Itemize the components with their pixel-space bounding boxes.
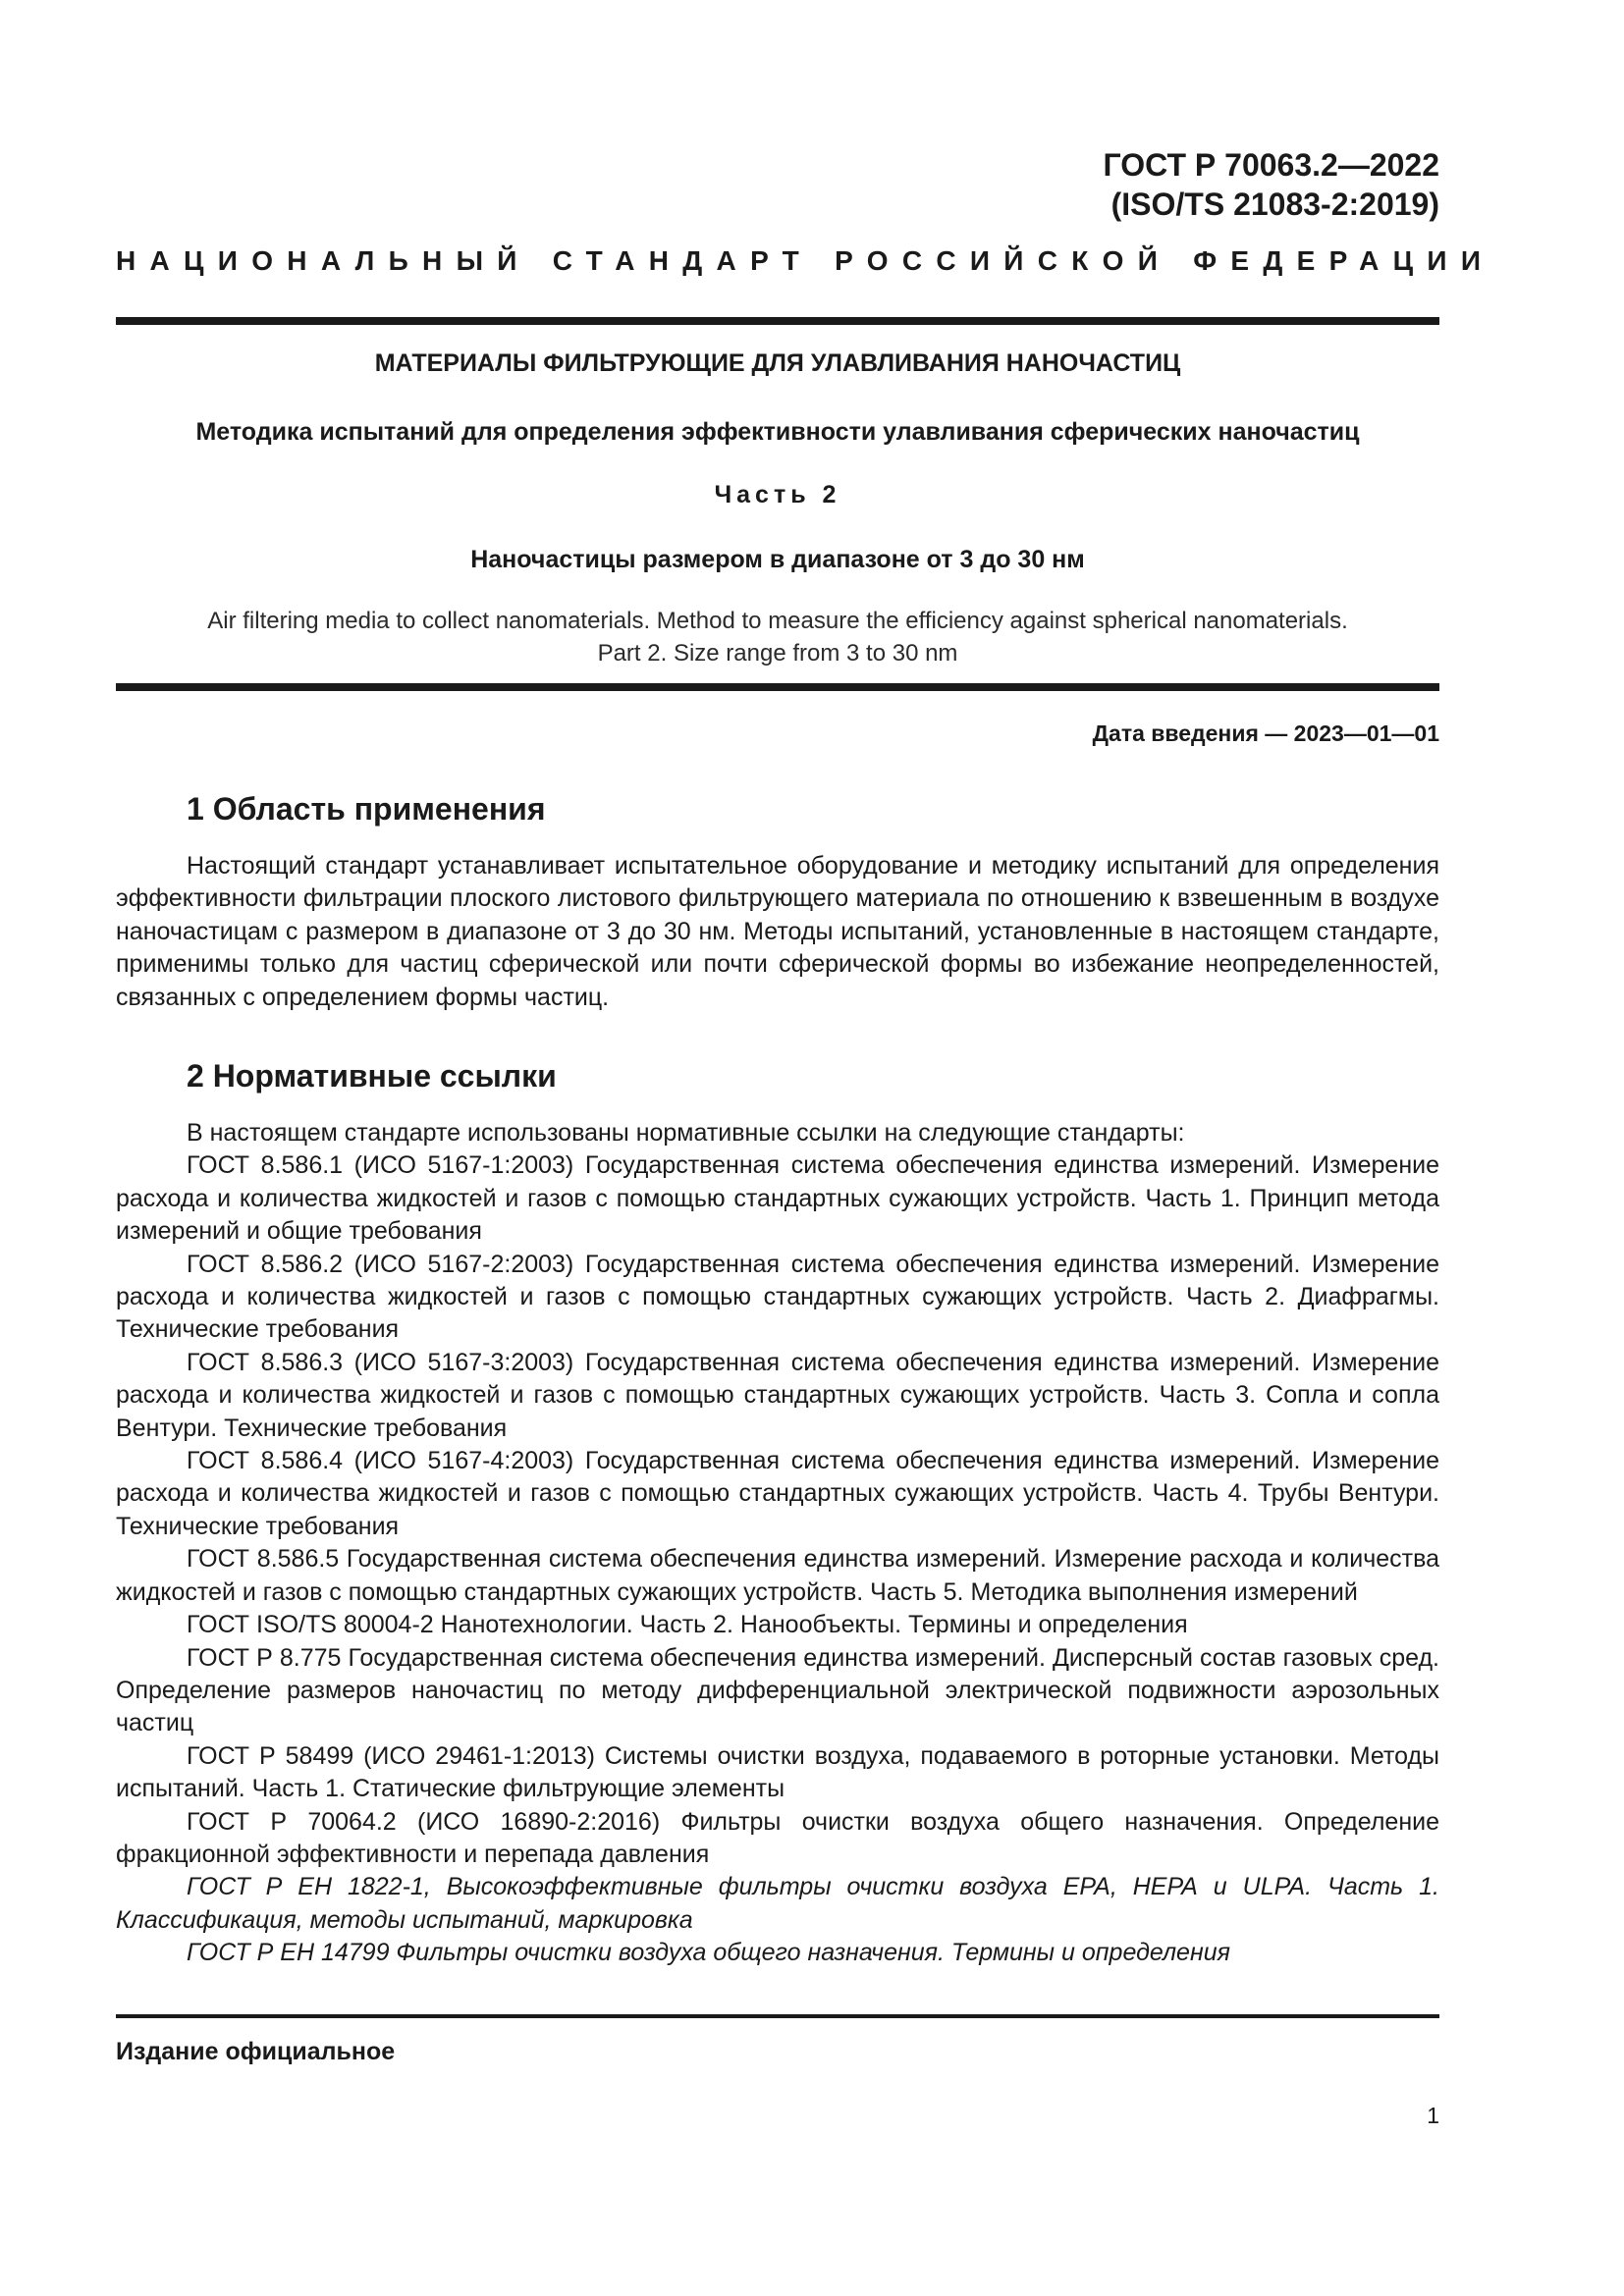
footer-divider <box>116 2014 1439 2018</box>
english-title-line2: Part 2. Size range from 3 to 30 nm <box>597 640 958 667</box>
reference-item-italic: ГОСТ Р ЕН 14799 Фильтры очистки воздуха общего назначения. Термины и определения <box>187 1939 1230 1967</box>
section-2-heading: 2 Нормативные ссылки <box>187 1058 557 1094</box>
document-page <box>116 0 1495 2296</box>
reference-item: ГОСТ 8.586.3 (ИСО 5167-3:2003) Государственная система обеспечения единства измерений. Измерение расхода и количества жидкостей и газов с помощью стандартных сужающих устройств. Часть 3. Сопла и сопла Вентури. Технические требования <box>116 1348 1439 1442</box>
page-number: 1 <box>1427 2103 1439 2128</box>
paragraph: В настоящем стандарте использованы нормативные ссылки на следующие стандарты: <box>187 1119 1185 1147</box>
english-title <box>116 605 1439 669</box>
reference-item-italic: ГОСТ Р ЕН 1822-1, Высокоэффективные фильтры очистки воздуха ЕРА, НЕРА и ULPA. Часть 1. Классификация, методы испытаний, маркировка <box>116 1873 1439 1934</box>
official-edition-label: Издание официальное <box>116 2038 396 2065</box>
top-divider <box>116 317 1439 325</box>
document-part-label: Часть 2 <box>714 481 841 508</box>
section-2-body <box>116 1117 1439 1970</box>
standard-code-line2: (ISO/TS 21083-2:2019) <box>1110 187 1439 222</box>
paragraph: Настоящий стандарт устанавливает испытательное оборудование и методику испытаний для определения эффективности фильтрации плоского листового фильтрующего материала по отношению к взвешенным в воздухе наночастицам с размером в диапазоне от 3 до 30 нм. Методы испытаний, установленные в настоящем стандарте, применимы только для частиц сферической или почти сферической формы во избежание неопределенностей, связанных с определением формы частиц. <box>116 852 1439 1011</box>
reference-item: ГОСТ 8.586.4 (ИСО 5167-4:2003) Государственная система обеспечения единства измерений. Измерение расхода и количества жидкостей и газов с помощью стандартных сужающих устройств. Часть 4. Трубы Вентури. Технические требования <box>116 1447 1439 1540</box>
english-title-line1: Air filtering media to collect nanomaterials. Method to measure the efficiency against spherical nanomaterials. <box>207 608 1348 634</box>
reference-item: ГОСТ Р 70064.2 (ИСО 16890-2:2016) Фильтры очистки воздуха общего назначения. Определение фракционной эффективности и перепада давления <box>116 1807 1439 1868</box>
standard-code-line1: ГОСТ Р 70063.2—2022 <box>1103 147 1439 183</box>
document-subtitle: Наночастицы размером в диапазоне от 3 до 30 нм <box>470 546 1085 573</box>
reference-item: ГОСТ ISO/TS 80004-2 Нанотехнологии. Часть 2. Нанообъекты. Термины и определения <box>187 1611 1188 1639</box>
national-standard-banner: НАЦИОНАЛЬНЫЙ СТАНДАРТ РОССИЙСКОЙ ФЕДЕРАЦИИ <box>116 245 1495 276</box>
reference-item: ГОСТ 8.586.2 (ИСО 5167-2:2003) Государственная система обеспечения единства измерений. Измерение расхода и количества жидкостей и газов с помощью стандартных сужающих устройств. Часть 2. Диафрагмы. Технические требования <box>116 1250 1439 1344</box>
section-1-body <box>116 850 1439 1014</box>
document-method-title: Методика испытаний для определения эффективности улавливания сферических наночастиц <box>195 418 1360 446</box>
title-bottom-divider <box>116 683 1439 691</box>
reference-item: ГОСТ 8.586.1 (ИСО 5167-1:2003) Государственная система обеспечения единства измерений. Измерение расхода и количества жидкостей и газов с помощью стандартных сужающих устройств. Часть 1. Принцип метода измерений и общие требования <box>116 1151 1439 1246</box>
document-title: МАТЕРИАЛЫ ФИЛЬТРУЮЩИЕ ДЛЯ УЛАВЛИВАНИЯ НАНОЧАСТИЦ <box>374 349 1181 377</box>
introduction-date: Дата введения — 2023—01—01 <box>1092 721 1439 746</box>
section-1-heading: 1 Область применения <box>187 791 546 827</box>
reference-item: ГОСТ Р 58499 (ИСО 29461-1:2013) Системы очистки воздуха, подаваемого в роторные установки. Методы испытаний. Часть 1. Статические фильтрующие элементы <box>116 1741 1439 1803</box>
reference-item: ГОСТ Р 8.775 Государственная система обеспечения единства измерений. Дисперсный состав газовых сред. Определение размеров наночастиц по методу дифференциальной электрической подвижности аэрозольных частиц <box>116 1643 1439 1737</box>
standard-code <box>1104 145 1439 224</box>
reference-item: ГОСТ 8.586.5 Государственная система обеспечения единства измерений. Измерение расхода и количества жидкостей и газов с помощью стандартных сужающих устройств. Часть 5. Методика выполнения измерений <box>116 1545 1439 1606</box>
